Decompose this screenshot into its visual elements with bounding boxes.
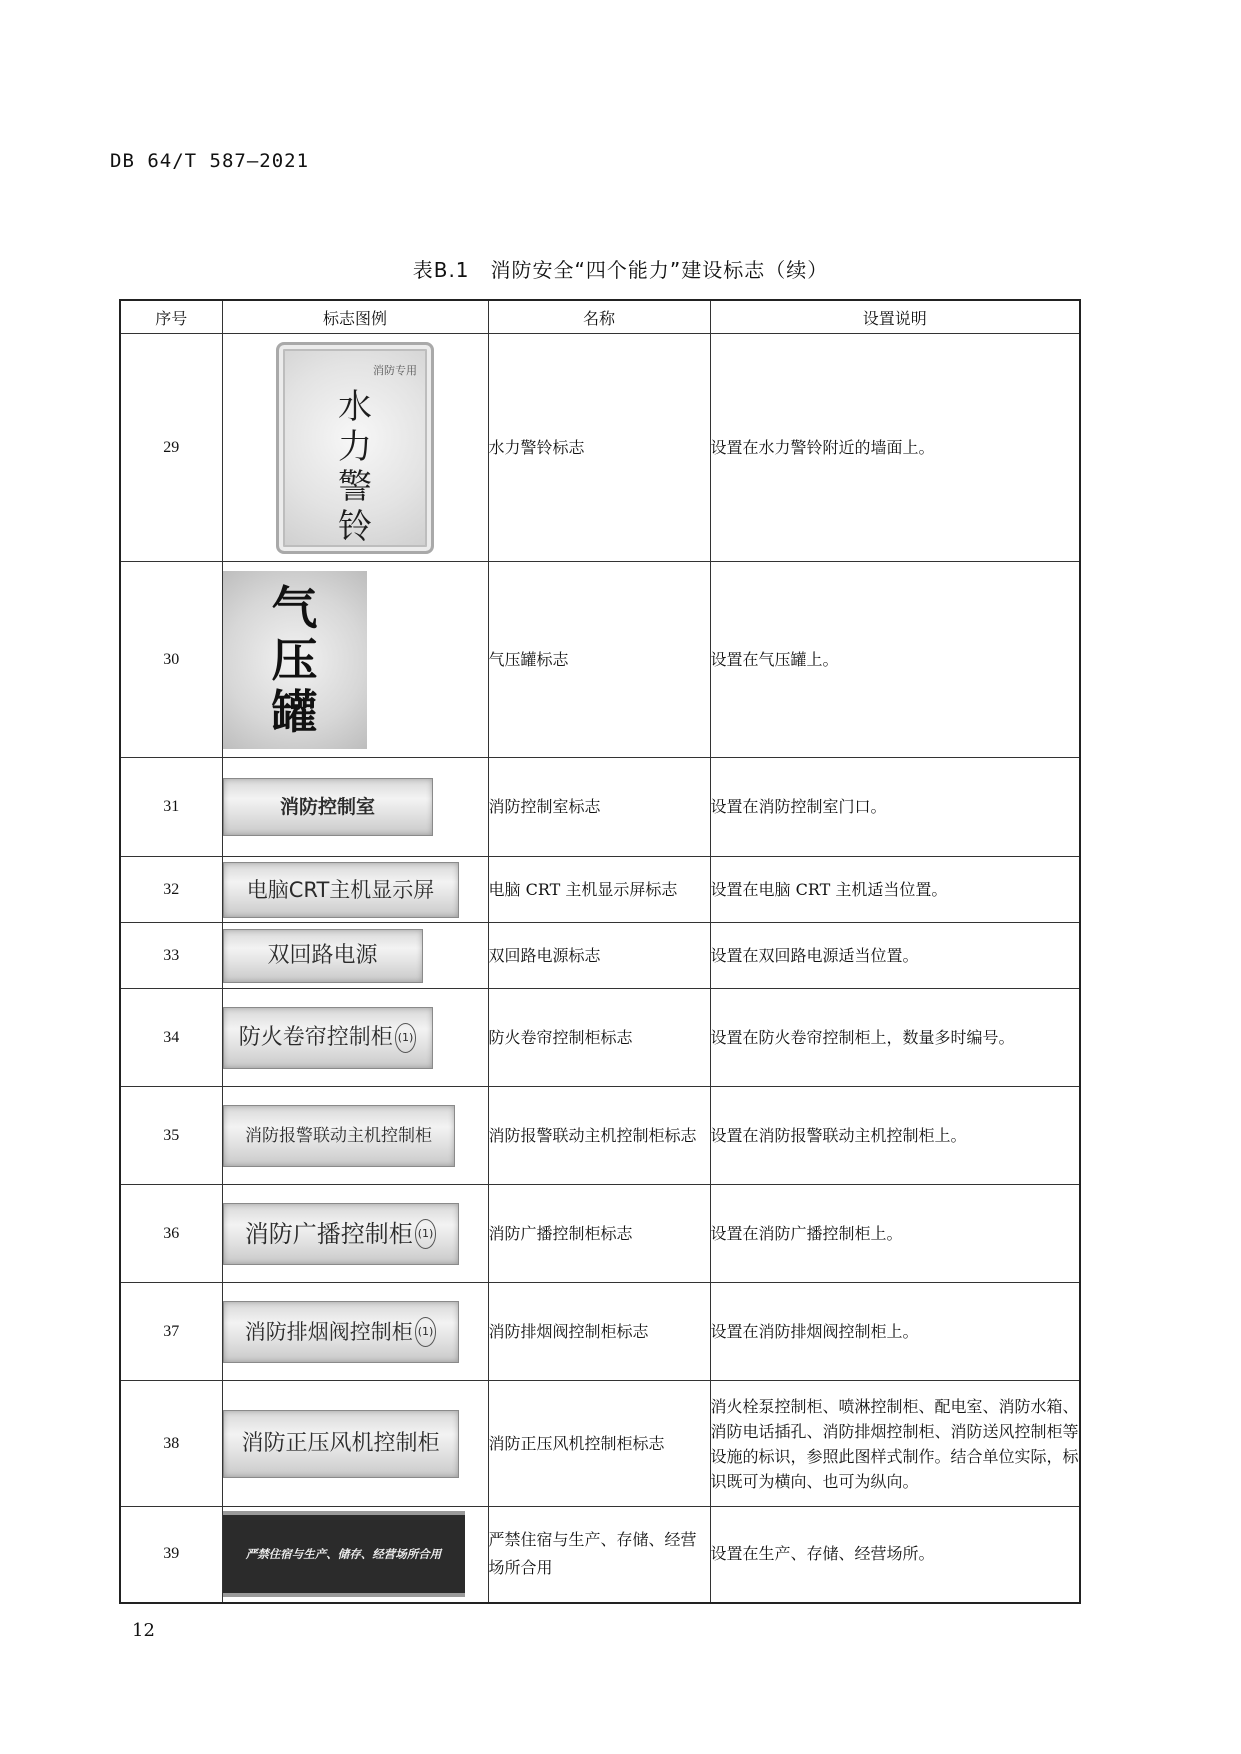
sign-text: 电脑CRT主机显示屏 (246, 877, 435, 902)
sign-text: 气 压 罐 (271, 580, 318, 739)
sign-cell (222, 1507, 488, 1603)
row-name: 消防排烟阀控制柜标志 (488, 1283, 710, 1381)
row-desc: 设置在生产、存储、经营场所。 (710, 1507, 1080, 1603)
row-desc: 设置在双回路电源适当位置。 (710, 923, 1080, 989)
row-name: 防火卷帘控制柜标志 (488, 989, 710, 1087)
col-header-num: 序号 (120, 300, 222, 334)
document-code: DB 64/T 587—2021 (110, 150, 310, 172)
sign-cell (222, 1283, 488, 1381)
row-desc: 设置在水力警铃附近的墙面上。 (710, 334, 1080, 562)
sign-image-water-alarm (276, 342, 434, 554)
row-name: 气压罐标志 (488, 562, 710, 758)
row-number: 29 (120, 334, 222, 562)
sign-text: 消防正压风机控制柜 (241, 1430, 440, 1456)
sign-suffix: (1) (395, 1023, 417, 1053)
sign-image-smoke-valve-cabinet (223, 1301, 459, 1363)
table-row (120, 1381, 1080, 1507)
row-number: 33 (120, 923, 222, 989)
sign-image-no-accommodation (223, 1511, 465, 1597)
row-name: 严禁住宿与生产、存储、经营场所合用 (488, 1507, 710, 1603)
sign-text: 防火卷帘控制柜 (238, 1024, 393, 1050)
table-header-row (120, 300, 1080, 334)
page-number: 12 (132, 1620, 155, 1641)
sign-text: 消防报警联动主机控制柜 (245, 1125, 432, 1146)
row-number: 32 (120, 857, 222, 923)
table-row (120, 1185, 1080, 1283)
row-desc: 设置在消防排烟阀控制柜上。 (710, 1283, 1080, 1381)
sign-suffix: (1) (415, 1317, 437, 1347)
table-row (120, 334, 1080, 562)
row-desc: 设置在电脑 CRT 主机适当位置。 (710, 857, 1080, 923)
sign-cell (222, 758, 488, 857)
row-desc: 设置在气压罐上。 (710, 562, 1080, 758)
row-number: 31 (120, 758, 222, 857)
col-header-desc: 设置说明 (710, 300, 1080, 334)
sign-cell (222, 1087, 488, 1185)
sign-cell (222, 1185, 488, 1283)
col-header-name: 名称 (488, 300, 710, 334)
table-row (120, 1283, 1080, 1381)
table-row (120, 923, 1080, 989)
sign-image-pressure-tank (223, 571, 367, 749)
row-name: 水力警铃标志 (488, 334, 710, 562)
sign-text: 消防控制室 (279, 796, 375, 818)
sign-image-fire-shutter-cabinet (223, 1007, 433, 1069)
row-number: 38 (120, 1381, 222, 1507)
sign-cell (222, 857, 488, 923)
signs-table (119, 299, 1081, 1604)
row-name: 消防控制室标志 (488, 758, 710, 857)
row-name: 消防正压风机控制柜标志 (488, 1381, 710, 1507)
sign-image-control-room (223, 778, 433, 836)
row-name: 电脑 CRT 主机显示屏标志 (488, 857, 710, 923)
row-name: 消防报警联动主机控制柜标志 (488, 1087, 710, 1185)
table-row (120, 857, 1080, 923)
sign-text: 消防排烟阀控制柜 (244, 1319, 413, 1344)
table-row (120, 758, 1080, 857)
row-number: 36 (120, 1185, 222, 1283)
sign-text: 消防广播控制柜 (244, 1219, 413, 1248)
sign-cell (222, 562, 488, 758)
sign-cell (222, 989, 488, 1087)
sign-cell (222, 334, 488, 562)
table-title: 表B.1 消防安全“四个能力”建设标志（续） (412, 258, 829, 282)
sign-suffix: (1) (415, 1219, 437, 1249)
row-desc: 设置在消防报警联动主机控制柜上。 (710, 1087, 1080, 1185)
sign-text: 严禁住宿与生产、储存、经营场所合用 (245, 1547, 442, 1562)
row-number: 35 (120, 1087, 222, 1185)
sign-image-crt-display (223, 862, 459, 918)
row-desc: 设置在消防控制室门口。 (710, 758, 1080, 857)
table-row (120, 562, 1080, 758)
table-row (120, 989, 1080, 1087)
sign-image-alarm-linkage-cabinet (223, 1105, 455, 1167)
sign-image-pressure-fan-cabinet (223, 1410, 459, 1478)
sign-text: 双回路电源 (267, 942, 378, 968)
row-name: 双回路电源标志 (488, 923, 710, 989)
sign-image-dual-power (223, 929, 423, 983)
row-number: 30 (120, 562, 222, 758)
row-desc: 设置在消防广播控制柜上。 (710, 1185, 1080, 1283)
sign-image-broadcast-cabinet (223, 1203, 459, 1265)
sign-tag: 消防专用 (373, 363, 417, 377)
row-desc: 消火栓泵控制柜、喷淋控制柜、配电室、消防水箱、消防电话插孔、消防排烟控制柜、消防送风控制柜等设施的标识，参照此图样式制作。结合单位实际，标识既可为横向、也可为纵向。 (710, 1381, 1080, 1507)
table-row (120, 1087, 1080, 1185)
sign-text: 水 力 警 铃 (338, 386, 372, 547)
sign-cell (222, 923, 488, 989)
sign-cell (222, 1381, 488, 1507)
row-name: 消防广播控制柜标志 (488, 1185, 710, 1283)
row-number: 37 (120, 1283, 222, 1381)
row-number: 34 (120, 989, 222, 1087)
row-desc: 设置在防火卷帘控制柜上，数量多时编号。 (710, 989, 1080, 1087)
table-row (120, 1507, 1080, 1603)
col-header-sign: 标志图例 (222, 300, 488, 334)
row-number: 39 (120, 1507, 222, 1603)
